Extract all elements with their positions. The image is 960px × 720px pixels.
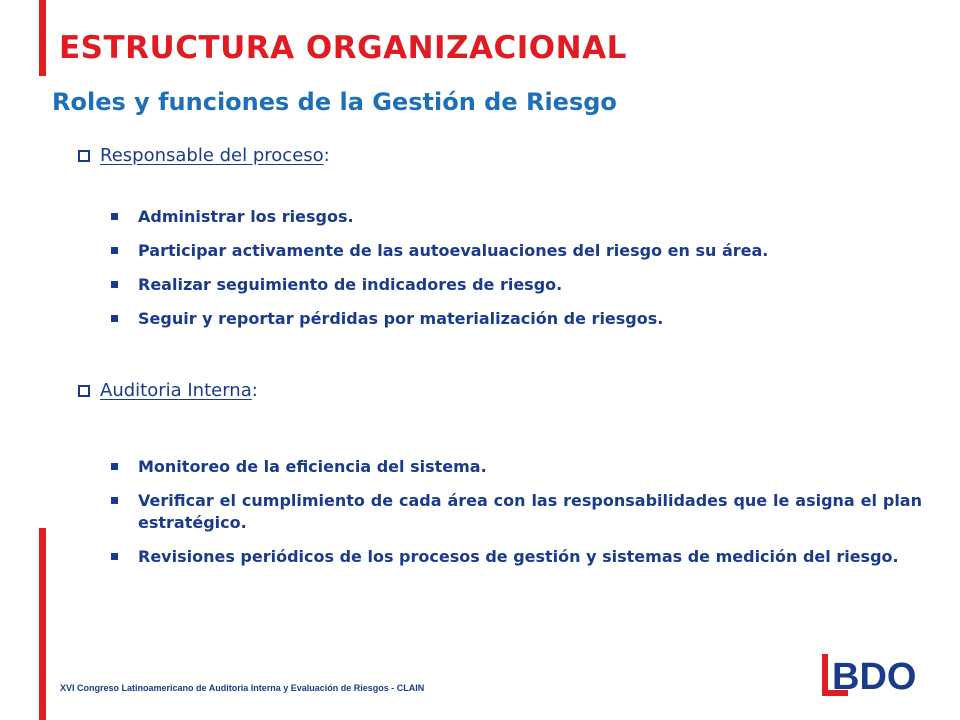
list-item-text: Verificar el cumplimiento de cada área con las responsabilidades que le asigna el plan estratégico. — [138, 491, 922, 532]
bullet-list-responsable — [108, 206, 922, 342]
slide-subtitle: Roles y funciones de la Gestión de Riesgo — [52, 88, 617, 116]
section-heading-auditoria — [78, 380, 258, 401]
list-item — [108, 308, 922, 330]
list-item — [108, 206, 922, 228]
square-bullet-icon — [111, 247, 118, 254]
bullet-list-auditoria — [108, 456, 922, 580]
square-bullet-icon — [111, 553, 118, 560]
list-item-text: Administrar los riesgos. — [138, 207, 354, 226]
square-bullet-icon — [111, 315, 118, 322]
square-bullet-icon — [111, 213, 118, 220]
list-item — [108, 490, 922, 534]
footer-text: XVI Congreso Latinoamericano de Auditoria Interna y Evaluación de Riesgos - CLAIN — [60, 683, 425, 693]
accent-bar-bottom — [39, 528, 46, 720]
section-heading-colon: : — [323, 145, 330, 166]
section-heading-label: Responsable del proceso — [100, 145, 324, 166]
list-item-text: Realizar seguimiento de indicadores de riesgo. — [138, 275, 563, 294]
list-item — [108, 546, 922, 568]
section-heading-colon: : — [251, 380, 258, 401]
square-bullet-icon — [111, 463, 118, 470]
list-item — [108, 456, 922, 478]
list-item-text: Monitoreo de la eficiencia del sistema. — [138, 457, 487, 476]
list-item-text: Participar activamente de las autoevaluaciones del riesgo en su área. — [138, 241, 769, 260]
logo-text: BDO — [832, 656, 917, 698]
list-item-text: Revisiones periódicos de los procesos de gestión y sistemas de medición del riesgo. — [138, 547, 899, 566]
square-bullet-icon — [111, 497, 118, 504]
section-heading-responsable — [78, 145, 330, 166]
list-item — [108, 240, 922, 262]
accent-bar-top — [39, 0, 46, 76]
list-item-text: Seguir y reportar pérdidas por materialización de riesgos. — [138, 309, 664, 328]
section-heading-label: Auditoria Interna — [100, 380, 252, 401]
bdo-logo — [822, 652, 932, 698]
list-item — [108, 274, 922, 296]
square-bullet-icon — [111, 281, 118, 288]
checkbox-bullet-icon — [78, 150, 90, 162]
checkbox-bullet-icon — [78, 385, 90, 397]
slide-title: ESTRUCTURA ORGANIZACIONAL — [59, 30, 627, 66]
